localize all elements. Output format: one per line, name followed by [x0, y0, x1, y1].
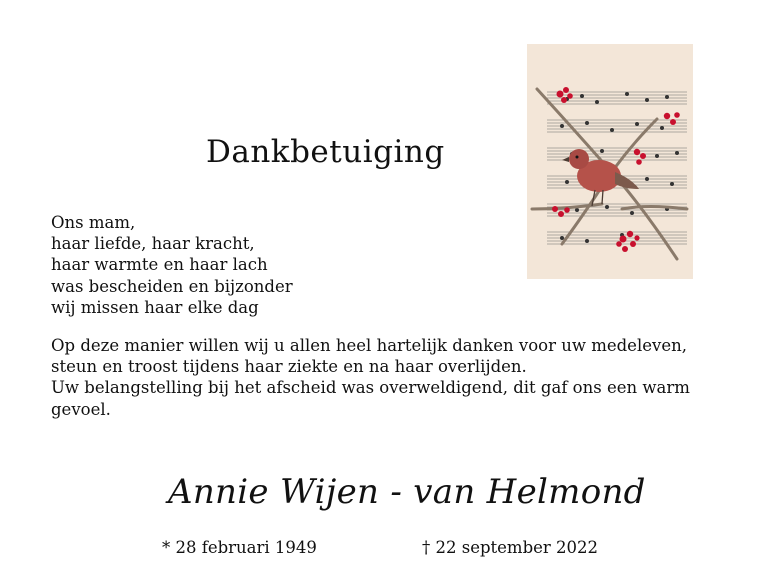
- poem-line: haar warmte en haar lach: [51, 255, 268, 275]
- deceased-name: Annie Wijen - van Helmond: [168, 472, 646, 512]
- robin-on-sheet-music-illustration: [527, 44, 693, 279]
- poem-line: haar liefde, haar kracht,: [51, 234, 255, 254]
- birth-date: * 28 februari 1949: [162, 538, 317, 557]
- poem-line: wij missen haar elke dag: [51, 297, 259, 317]
- death-date: † 22 september 2022: [422, 538, 599, 557]
- thank-you-message: [51, 335, 731, 420]
- card-title: Dankbetuiging: [206, 134, 445, 170]
- poem-line: was bescheiden en bijzonder: [51, 276, 293, 296]
- poem: [51, 212, 293, 318]
- message-line: Op deze manier willen wij u allen heel hartelijk danken voor uw medeleven,: [51, 336, 687, 355]
- message-line: steun en troost tijdens haar ziekte en na haar overlijden.: [51, 357, 527, 377]
- message-line: Uw belangstelling bij het afscheid was overweldigend, dit gaf ons een warm: [51, 378, 690, 398]
- poem-line: Ons mam,: [51, 213, 136, 232]
- message-line: gevoel.: [51, 399, 111, 419]
